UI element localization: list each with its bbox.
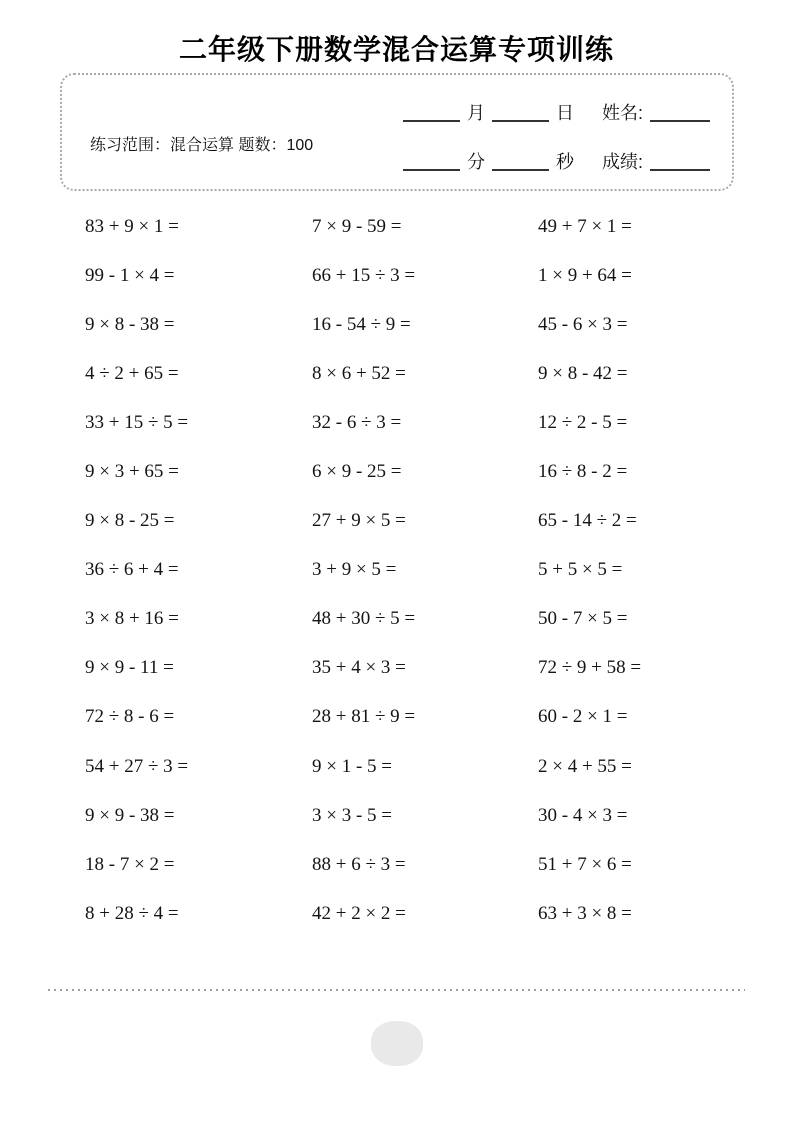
problem: 16 - 54 ÷ 9 = <box>312 313 411 335</box>
score-label: 成绩: <box>601 152 643 172</box>
problem: 72 ÷ 9 + 58 = <box>538 657 642 679</box>
problem: 28 + 81 ÷ 9 = <box>312 706 416 728</box>
problem: 33 + 15 ÷ 5 = <box>85 411 189 433</box>
problem: 54 + 27 ÷ 3 = <box>85 755 189 777</box>
scope-label: 练习范围：混合运算 题数：100 <box>90 137 314 154</box>
problem: 4 ÷ 2 + 65 = <box>85 362 179 384</box>
problem: 27 + 9 × 5 = <box>312 510 406 532</box>
month-blank <box>403 120 460 122</box>
second-blank <box>492 169 549 171</box>
problem: 16 ÷ 8 - 2 = <box>538 461 628 483</box>
month-label: 月 <box>466 103 485 123</box>
problem: 9 × 8 - 25 = <box>85 510 175 532</box>
problem: 63 + 3 × 8 = <box>538 902 632 924</box>
problem: 60 - 2 × 1 = <box>538 706 628 728</box>
problem: 9 × 9 - 38 = <box>85 804 175 826</box>
problem: 51 + 7 × 6 = <box>538 853 632 875</box>
minute-label: 分 <box>466 152 485 172</box>
problem: 30 - 4 × 3 = <box>538 804 628 826</box>
problem: 8 + 28 ÷ 4 = <box>85 902 179 924</box>
problem: 50 - 7 × 5 = <box>538 608 628 630</box>
problem: 12 ÷ 2 - 5 = <box>538 411 628 433</box>
page-number-placeholder <box>371 1021 423 1066</box>
problem: 45 - 6 × 3 = <box>538 313 628 335</box>
problem: 83 + 9 × 1 = <box>85 215 179 237</box>
problem: 6 × 9 - 25 = <box>312 461 402 483</box>
info-box <box>60 73 734 191</box>
problem: 48 + 30 ÷ 5 = <box>312 608 416 630</box>
problem: 65 - 14 ÷ 2 = <box>538 510 637 532</box>
problem: 2 × 4 + 55 = <box>538 755 632 777</box>
name-blank <box>650 120 710 122</box>
name-label: 姓名: <box>601 103 643 123</box>
problem: 35 + 4 × 3 = <box>312 657 406 679</box>
day-blank <box>492 120 549 122</box>
page-title: 二年级下册数学混合运算专项训练 <box>178 34 614 65</box>
problem: 9 × 8 - 38 = <box>85 313 175 335</box>
problems-grid <box>85 202 735 938</box>
problem: 5 + 5 × 5 = <box>538 559 623 581</box>
footer-separator <box>48 989 745 991</box>
second-label: 秒 <box>555 152 574 172</box>
minute-blank <box>403 169 460 171</box>
problem: 88 + 6 ÷ 3 = <box>312 853 406 875</box>
day-label: 日 <box>555 103 574 123</box>
problem: 3 × 3 - 5 = <box>312 804 393 826</box>
date-line <box>403 99 710 125</box>
problem: 72 ÷ 8 - 6 = <box>85 706 175 728</box>
time-line <box>403 148 710 174</box>
problem: 9 × 9 - 11 = <box>85 657 174 679</box>
problem: 8 × 6 + 52 = <box>312 362 406 384</box>
problem: 1 × 9 + 64 = <box>538 264 632 286</box>
problem: 49 + 7 × 1 = <box>538 215 632 237</box>
fill-in-block <box>403 99 710 174</box>
problem: 99 - 1 × 4 = <box>85 264 175 286</box>
problem: 9 × 3 + 65 = <box>85 461 179 483</box>
problem: 3 × 8 + 16 = <box>85 608 179 630</box>
problem: 9 × 1 - 5 = <box>312 755 393 777</box>
problem: 3 + 9 × 5 = <box>312 559 397 581</box>
problem: 18 - 7 × 2 = <box>85 853 175 875</box>
problem: 36 ÷ 6 + 4 = <box>85 559 179 581</box>
problem: 7 × 9 - 59 = <box>312 215 402 237</box>
problem: 32 - 6 ÷ 3 = <box>312 411 402 433</box>
problem: 42 + 2 × 2 = <box>312 902 406 924</box>
problem: 9 × 8 - 42 = <box>538 362 628 384</box>
problem: 66 + 15 ÷ 3 = <box>312 264 416 286</box>
score-blank <box>650 169 710 171</box>
